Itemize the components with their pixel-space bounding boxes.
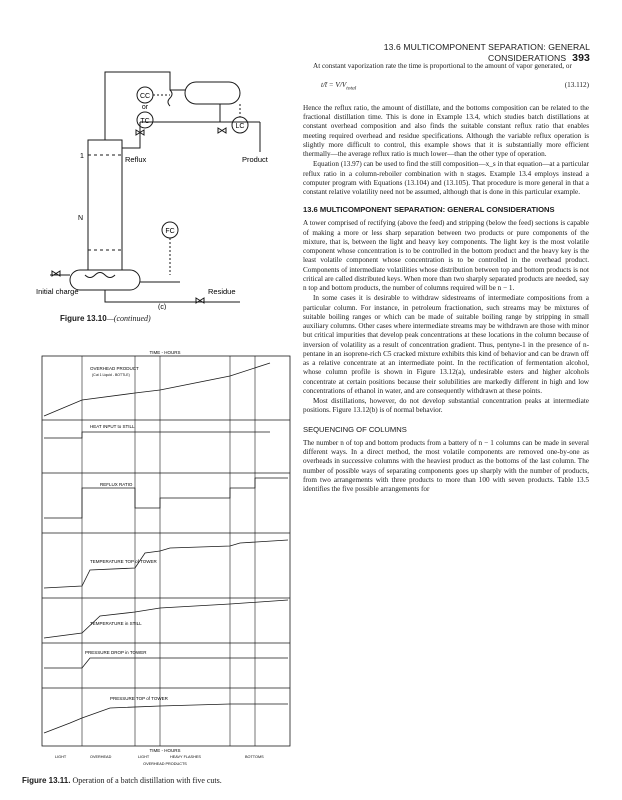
reflux-label: Reflux [125, 155, 147, 164]
or-label: or [141, 104, 149, 111]
fig10-caption-rest: —(continued) [106, 314, 151, 323]
cut-light-1: LIGHT [55, 755, 67, 759]
body-text-column [303, 62, 589, 495]
para-intro: At constant vaporization rate the time is proportional to the amount of vapor generated, or [313, 62, 572, 70]
fc-label: FC [165, 228, 175, 235]
initial-charge-label: Initial charge [36, 287, 79, 296]
still-temp-label: TEMPERATURE in STILL [90, 621, 142, 626]
overhead-subtitle: (Cut 1 Liquid - BOTTLE) [92, 373, 130, 377]
equation-13-112 [303, 81, 589, 94]
figure-13-10-diagram [30, 60, 300, 310]
running-header [300, 42, 590, 64]
para-2: Equation (13.97) can be used to find the still composition—x_s in that equation—at a particular reflux ratio in a column-reboiler combination with n stages. Example 13.4 employs instead a computer program with Equations (13.104) and (13.105). That procedure is more general in that a constant relative volatility need not be assumed, although that is done in this particular example. [303, 160, 589, 197]
pressure-drop-curve [44, 658, 288, 668]
para-1: Hence the reflux ratio, the amount of distillate, and the bottoms composition can be related to the fractional distillation time. This is done in Example 13.4, which studies batch distillations at constant overhead composition and also finds the suitable constant reflux ratio that enables meeting required overhead and residue specifications. Although the variable reflux operation is slightly more difficult to control, this example shows that it is substantially more efficient thermally—the average reflux ratio is much lower—than the other type of operation. [303, 103, 589, 159]
equation-subscript: total [346, 85, 357, 92]
cut-light-2: LIGHT [138, 755, 150, 759]
page-number: 393 [572, 52, 590, 64]
equation-number: (13.112) [564, 81, 589, 90]
cut-overhead: OVERHEAD [90, 755, 112, 759]
pressure-top-label: PRESSURE TOP of TOWER [110, 696, 168, 701]
header-title: 13.6 MULTICOMPONENT SEPARATION: GENERAL CONSIDERATIONS [383, 42, 590, 63]
cut-bottoms: BOTTOMS [245, 755, 264, 759]
fig11-caption-rest: Operation of a batch distillation with five cuts. [70, 776, 222, 785]
still-temperature-curve [44, 600, 288, 638]
reflux-ratio-curve [44, 478, 288, 518]
panel-label: (c) [158, 304, 167, 310]
cut-heavy: HEAVY FLASHES [170, 755, 201, 759]
para-4: In some cases it is desirable to withdraw sidestreams of intermediate compositions from a particular column. For instance, in petroleum fractionation, such streams may be mixtures of suitable boiling ranges or which can be made of suitable boiling range by stripping in small auxiliary columns. Other cases where intermediate streams may be withdrawn are those with minor but critical impurities that develop peak concentrations at these locations in the column because of inversion of volatility as a result of concentration gradient. Thus, pentyne-1 in the presence of n-pentane in an isoprene-rich C5 cracked mixture exhibits this kind of behavior and can be drawn off as a relative concentrate at an intermediate point. In the rectification of fermentation alcohol, whose column profile is shown in Figure 13.12(a), undesirable esters and higher alcohols concentrate at certain positions because their solubilities are markedly different in high and low concentrations of ethanol in water, and are consequently withdrawn at these points. [303, 294, 589, 395]
overhead-product-curve [44, 363, 270, 416]
stage-n-label: N [78, 215, 84, 222]
stage-1-label: 1 [80, 153, 84, 160]
fig10-caption-bold: Figure 13.10 [60, 314, 107, 323]
top-axis-label: TIME - HOURS [149, 350, 181, 355]
para-3: A tower comprised of rectifying (above the feed) and stripping (below the feed) sections is capable of making a more or less sharp separation between two products or pure components of the mixture, that is, between the light and heavy key components. The light key is the most volatile component whose concentration is to be controlled in the bottom product and the heavy key is the least volatile component whose concentration is to be controlled in the overhead product. Components of intermediate volatilities whose distribution between top and bottom products is not critical are called distributed keys. When more than two sharply separated products are needed, say n top and bottom products, the number of columns required will be n − 1. [303, 219, 589, 293]
subsection-heading: SEQUENCING OF COLUMNS [303, 424, 407, 434]
cut-bottom-label: OVERHEAD PRODUCTS [143, 762, 187, 766]
lc-label: LC [235, 123, 245, 130]
section-heading: 13.6 MULTICOMPONENT SEPARATION: GENERAL CONSIDERATIONS [303, 205, 555, 215]
equation-text: t/t̄ = V/V [321, 81, 347, 90]
chart-frame [42, 356, 290, 746]
reflux-ratio-label: REFLUX RATIO [100, 482, 133, 487]
distillation-column [88, 140, 122, 270]
top-temp-label: TEMPERATURE TOP of TOWER [90, 559, 157, 564]
bottom-axis-label: TIME - HOURS [149, 748, 181, 753]
para-5: Most distillations, however, do not develop substantial concentration peaks at intermediate positions. Figure 13.12(b) is of normal behavior. [303, 397, 589, 415]
pressure-drop-label: PRESSURE DROP in TOWER [85, 650, 147, 655]
overhead-product-label: OVERHEAD PRODUCT [90, 366, 139, 371]
top-temperature-curve [44, 540, 288, 588]
fig11-caption-bold: Figure 13.11. [22, 776, 71, 785]
residue-label: Residue [208, 287, 236, 296]
pressure-top-curve [44, 704, 288, 733]
tc-label: TC [140, 118, 150, 125]
heat-input-label: HEAT INPUT to STILL [90, 424, 135, 429]
figure-13-11-caption [22, 776, 222, 785]
reflux-drum [185, 82, 240, 104]
heat-input-curve [44, 432, 270, 438]
para-6: The number n of top and bottom products from a battery of n − 1 columns can be made in several different ways. In a direct method, the most volatile components are removed one-by-one as overheads in successive columns with the heaviest product as the bottoms of the last column. The number of possible ways of separating components goes up sharply with the number of products, from two arrangements with three products to more than 100 with seven products. Table 13.5 identifies the five possible arrangements for [303, 438, 589, 494]
product-label: Product [242, 155, 268, 164]
figure-13-10-caption [60, 314, 151, 323]
still-pot [70, 270, 140, 290]
cc-label: CC [139, 93, 151, 100]
figure-13-11-chart [30, 348, 300, 773]
